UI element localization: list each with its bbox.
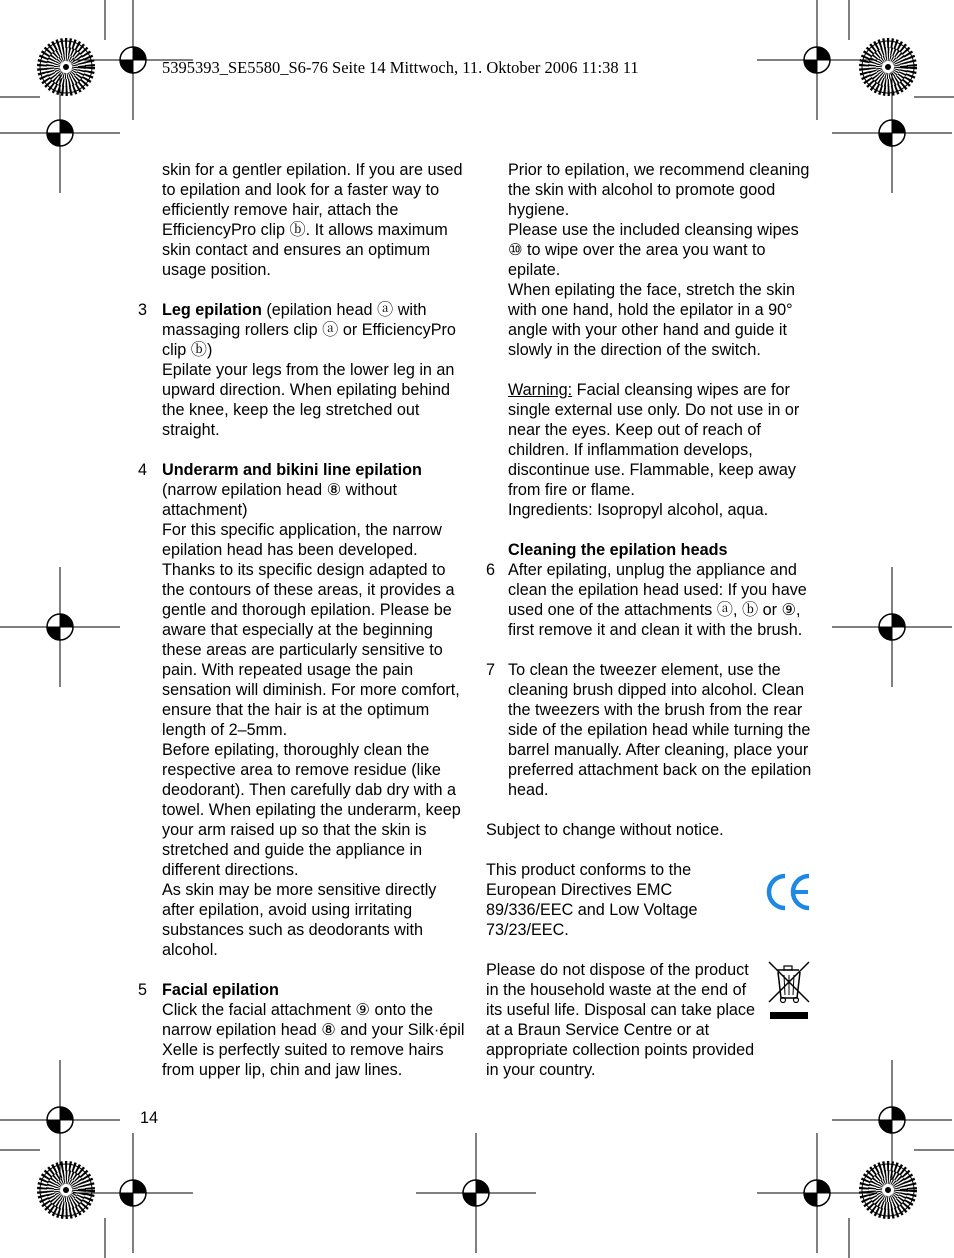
item-facial-epilation: [138, 980, 468, 1080]
step-number: 7: [486, 661, 496, 679]
warning-text: Facial cleansing wipes are for single external use only. Do not use in or near the eyes. Keep out of reach of children. If inflammation develops, discontinue use. Flammable, keep away from fire or flame.: [508, 381, 800, 499]
section-body: For this specific application, the narrow epilation head has been developed. Thanks to its specific design adapted to the contours of these areas, it provides a gentle and thorough epilation. Please be aware that especially at the beginning these areas are particularly sensitive to pain. With repeated usage the pain sensation will diminish. For more comfort, ensure that the hair is at the optimum length of 2–5mm.: [162, 521, 460, 739]
print-header: 5395393_SE5580_S6-76 Seite 14 Mittwoch, 11. Oktober 2006 11:38 11: [162, 58, 639, 77]
ce-mark-icon: [765, 872, 811, 912]
section-subtitle: (narrow epilation head ⑧ without attachment): [162, 481, 397, 519]
item-leg-epilation: [138, 300, 468, 440]
section-body: Click the facial attachment ⑨ onto the narrow epilation head ⑧ and your Silk·épil Xelle is perfectly suited to remove hairs from upper lip, chin and jaw lines.: [162, 1001, 465, 1079]
item-clean-tweezers: [486, 660, 816, 800]
step-number: 3: [138, 301, 148, 319]
section-body: After epilating, unplug the appliance and clean the epilation head used: If you have used one of the attachments ⓐ, ⓑ or ⑨, first remove it and clean it with the brush.: [508, 561, 807, 639]
section-title: Underarm and bikini line epilation: [162, 461, 422, 479]
item-clean-head: [486, 560, 816, 640]
section-body: To clean the tweezer element, use the cleaning brush dipped into alcohol. Clean the tweezers with the brush from the rear side of the epilation head while turning the barrel manually. After cleaning, place your preferred attachment back on the epilation head.: [508, 661, 812, 799]
section-title: Leg epilation: [162, 301, 262, 319]
intro-paragraph: skin for a gentler epilation. If you are used to epilation and look for a faster way to efficiently remove hair, attach the EfficiencyPro clip ⓑ. It allows maximum skin contact and ensures an optimum usage position.: [162, 161, 463, 279]
section-body: Before epilating, thoroughly clean the respective area to remove residue (like deodorant). Then carefully dab dry with a towel. When epilating the underarm, keep your arm raised up so that the skin is stretched and guide the appliance in different directions.: [162, 741, 461, 879]
conformity-block: [486, 860, 816, 940]
step-number: 6: [486, 561, 496, 579]
wipes-paragraph: Please use the included cleansing wipes ⑩ to wipe over the area you want to epilate.: [508, 221, 799, 279]
step-number: 4: [138, 461, 148, 479]
right-column: [486, 160, 816, 1080]
notice: Subject to change without notice.: [486, 821, 724, 839]
disposal-text: Please do not dispose of the product in the household waste at the end of its useful life. Disposal can take place at a Braun Service Centre or at appropriate collection points provided in your country.: [486, 961, 756, 1079]
ingredients: Ingredients: Isopropyl alcohol, aqua.: [508, 501, 769, 519]
section-subtitle: (epilation head ⓐ with massaging rollers clip ⓐ or EfficiencyPro clip ⓑ): [162, 301, 456, 359]
section-body: As skin may be more sensitive directly after epilation, avoid using irritating substances such as deodorants with alcohol.: [162, 881, 437, 959]
page-number: 14: [140, 1109, 159, 1127]
hygiene-paragraph: Prior to epilation, we recommend cleaning the skin with alcohol to promote good hygiene.: [508, 161, 810, 219]
section-body: Epilate your legs from the lower leg in an upward direction. When epilating behind the knee, keep the leg stretched out straight.: [162, 361, 455, 439]
section-title: Facial epilation: [162, 981, 279, 999]
warning-label: Warning:: [508, 381, 573, 399]
conformity-text: This product conforms to the European Directives EMC 89/336/EEC and Low Voltage 73/23/EEC.: [486, 861, 698, 939]
cleaning-heading: Cleaning the epilation heads: [508, 541, 728, 559]
crossed-bin-icon: [767, 960, 811, 1022]
warning-paragraph: [508, 380, 816, 500]
item-underarm-bikini: [138, 460, 468, 960]
step-number: 5: [138, 981, 148, 999]
face-technique-paragraph: When epilating the face, stretch the skin with one hand, hold the epilator in a 90° angle with your other hand and guide it slowly in the direction of the switch.: [508, 281, 796, 359]
left-column: [138, 160, 468, 1080]
disposal-block: [486, 960, 816, 1080]
